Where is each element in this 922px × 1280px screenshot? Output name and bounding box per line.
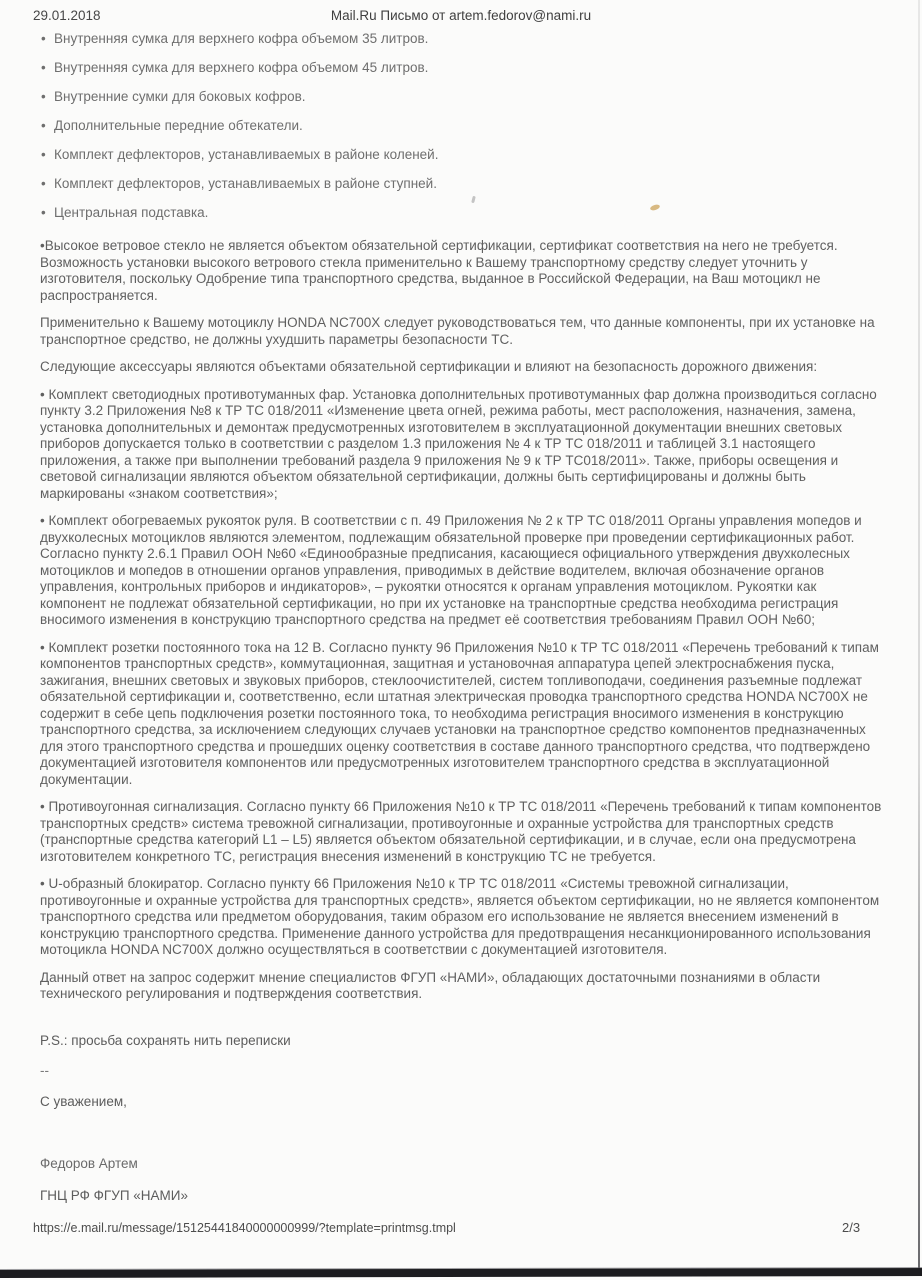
print-header-title: Mail.Ru Письмо от artem.fedorov@nami.ru xyxy=(330,8,592,23)
list-item-text: Внутренняя сумка для верхнего кофра объемом 45 литров. xyxy=(54,60,429,75)
list-item xyxy=(40,118,883,134)
signature-regards: С уважением, xyxy=(40,1094,127,1109)
list-item-text: Комплект дефлекторов, устанавливаемых в районе ступней. xyxy=(54,176,437,191)
bullet-icon: • xyxy=(41,89,46,104)
accessories-list xyxy=(40,31,883,221)
bullet-icon: • xyxy=(41,205,46,220)
print-header-date: 29.01.2018 xyxy=(33,8,101,23)
guidance-paragraph: Применительно к Вашему мотоциклу HONDA NC700X следует руководствоваться тем, что данные компоненты, при их установке на транспортное средство, не должны ухудшить параметры безопасности ТС. xyxy=(40,315,875,347)
certified-item-paragraph: • Комплект светодиодных противотуманных фар. Установка дополнительных противотуманных фар должна производиться согласно пункту 3.2 Приложения №8 к ТР ТС 018/2011 «Изменение цвета огней, режима работы, мест расположения, назначения, замена, установка дополнительных и демонтаж предусмотренных изготовителем в эксплуатационной документации внешних световых приборов допускается только в соответствии с разделом 1.3 приложения № 4 к ТР ТС 018/2011 и таблицей 3.1 настоящего приложения, а также при выполнении требований раздела 9 приложения № 9 к ТР ТС018/2011». Также, приборы освещения и световой сигнализации являются объектом обязательной сертификации, должны быть сертифицированы и должны быть маркированы «знаком соответствия»; xyxy=(40,386,877,501)
certified-item-paragraph: • Противоугонная сигнализация. Согласно пункту 66 Приложения №10 к ТР ТС 018/2011 «Перечень требований к типам компонентов транспортных средств» система тревожной сигнализации, противоугонные и охранные устройства для транспортных средств (транспортные средства категорий L1 – L5) является объектом обязательной сертификации, и в случае, если она предусмотрена изготовителем конкретного ТС, регистрация внесения изменений в конструкцию ТС не требуется. xyxy=(40,799,882,864)
windshield-paragraph: •Высокое ветровое стекло не является объектом обязательной сертификации, сертификат соответствия на него не требуется. Возможность установки высокого ветрового стекла применительно к Вашему транспортному средству следует уточнить у изготовителя, поскольку Одобрение типа транспортного средства, выданное в Российской Федерации, на Ваш мотоцикл не распространяется. xyxy=(40,238,838,303)
bullet-icon: • xyxy=(41,60,46,75)
signature-separator: -- xyxy=(40,1063,49,1078)
list-item xyxy=(40,205,883,221)
list-item xyxy=(40,60,883,76)
signature-name: Федоров Артем xyxy=(40,1156,138,1171)
signature-organization: ГНЦ РФ ФГУП «НАМИ» xyxy=(40,1188,188,1203)
list-item xyxy=(40,147,883,163)
list-item-text: Дополнительные передние обтекатели. xyxy=(54,118,303,133)
postscript-note: P.S.: просьба сохранять нить переписки xyxy=(40,1033,291,1048)
bullet-icon: • xyxy=(41,147,46,162)
certified-item-paragraph: • Комплект обогреваемых рукояток руля. В соответствии с п. 49 Приложения № 2 к ТР ТС 018/2011 Органы управления мопедов и двухколесных мотоциклов являются элементом, подлежащим обязательной проверке при проведении сертификационных работ. Согласно пункту 2.6.1 Правил ООН №60 «Единообразные предписания, касающиеся официального утверждения двухколесных мотоциклов и мопедов в отношении органов управления, приводимых в действие водителем, включая обозначение органов управления, контрольных приборов и индикаторов», – рукоятки относятся к органам управления мотоциклом. Рукоятки как компонент не подлежат обязательной сертификации, но при их установке на транспортные средства необходима регистрация вносимого изменения в конструкцию транспортного средства на предмет её соответствия требованиям Правил ООН №60; xyxy=(40,513,862,627)
footer-url: https://e.mail.ru/message/15125441840000000999/?template=printmsg.tmpl xyxy=(33,1221,456,1235)
email-body xyxy=(40,31,883,1014)
certified-intro-paragraph: Следующие аксессуары являются объектами обязательной сертификации и влияют на безопасность дорожного движения: xyxy=(40,359,818,374)
certified-item-paragraph: • U-образный блокиратор. Согласно пункту 66 Приложения №10 к ТР ТС 018/2011 «Системы тревожной сигнализации, противоугонные и охранные устройства для транспортных средств», является объектом сертификации, но не является компонентом транспортного средства или предметом оборудования, таким образом его использование не является внесением изменений в конструкцию транспортного средства. Применение данного устройства для предотвращения несанкционированного использования мотоцикла HONDA NC700X должно осуществляться в соответствии с документацией изготовителя. xyxy=(40,876,880,957)
list-item-text: Комплект дефлекторов, устанавливаемых в районе коленей. xyxy=(54,147,439,162)
list-item-text: Центральная подставка. xyxy=(54,205,209,220)
bullet-icon: • xyxy=(41,118,46,133)
right-scan-edge xyxy=(918,0,920,1274)
bullet-icon: • xyxy=(41,176,46,191)
list-item-text: Внутренняя сумка для верхнего кофра объемом 35 литров. xyxy=(54,31,429,46)
list-item xyxy=(40,89,883,105)
list-item xyxy=(40,176,883,192)
bottom-scan-bar xyxy=(0,1268,922,1278)
list-item xyxy=(40,31,883,47)
page-number: 2/3 xyxy=(842,1220,861,1235)
bullet-icon: • xyxy=(41,31,46,46)
list-item-text: Внутренние сумки для боковых кофров. xyxy=(54,89,306,104)
closing-paragraph: Данный ответ на запрос содержит мнение специалистов ФГУП «НАМИ», обладающих достаточными познаниями в области технического регулирования и подтверждения соответствия. xyxy=(40,969,821,1001)
certified-items-list xyxy=(40,387,883,959)
certified-item-paragraph: • Комплект розетки постоянного тока на 12 В. Согласно пункту 96 Приложения №10 к ТР ТС 018/2011 «Перечень требований к типам компонентов транспортных средств», коммутационная, защитная и установочная аппаратура цепей электроснабжения пуска, зажигания, внешних световых и звуковых приборов, стеклоочистителей, систем топливоподачи, соединения разъемные подлежат обязательной сертификации и, соответственно, если штатная электрическая проводка транспортного средства HONDA NC700X не содержит в себе цепь подключения розетки постоянного тока, то необходима регистрация вносимого изменения в конструкцию транспортного средства, за исключением следующих случаев установки на транспортное средство компонентов предназначенных для этого транспортного средства и прошедших оценку соответствия в составе данного транспортного средства, что подтверждено документацией изготовителя компонентов или предусмотренных изготовителем транспортного средства в эксплуатационной документации. xyxy=(40,639,879,787)
